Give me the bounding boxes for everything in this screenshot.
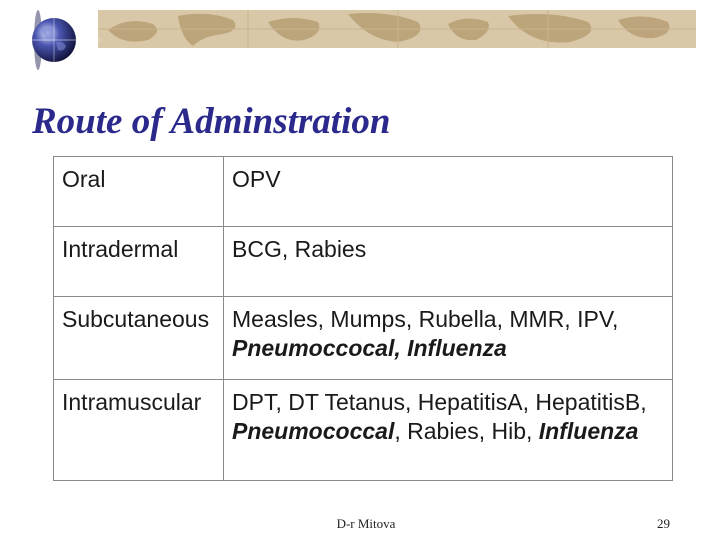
table-row [54,297,673,380]
table-row [54,157,673,227]
table-row [54,380,673,481]
world-map-banner [98,10,696,48]
footer-author: D-r Mitova [336,516,396,531]
vaccine-highlight: Pneumococcal [232,418,395,444]
page-number: 29 [657,516,670,531]
vaccines-cell [224,380,673,481]
vaccine-highlight: Influenza [538,418,639,444]
vaccine-text: Measles, Mumps, Rubella, MMR, IPV, [232,306,619,332]
slide-title: Route of Adminstration [32,101,391,142]
vaccine-text: BCG, Rabies [232,236,367,262]
globe-icon [8,8,100,72]
route-table [53,156,673,481]
route-cell: Intradermal [54,227,224,297]
vaccine-highlight: Pneumoccocal, Influenza [232,335,507,361]
vaccines-cell [224,297,673,380]
table-row [54,227,673,297]
route-cell: Subcutaneous [54,297,224,380]
vaccines-cell [224,157,673,227]
vaccines-cell [224,227,673,297]
vaccine-text: DPT, DT Tetanus, HepatitisA, HepatitisB, [232,389,647,415]
route-cell: Oral [54,157,224,227]
route-cell: Intramuscular [54,380,224,481]
vaccine-text: OPV [232,166,281,192]
vaccine-text: , Rabies, Hib, [394,418,539,444]
